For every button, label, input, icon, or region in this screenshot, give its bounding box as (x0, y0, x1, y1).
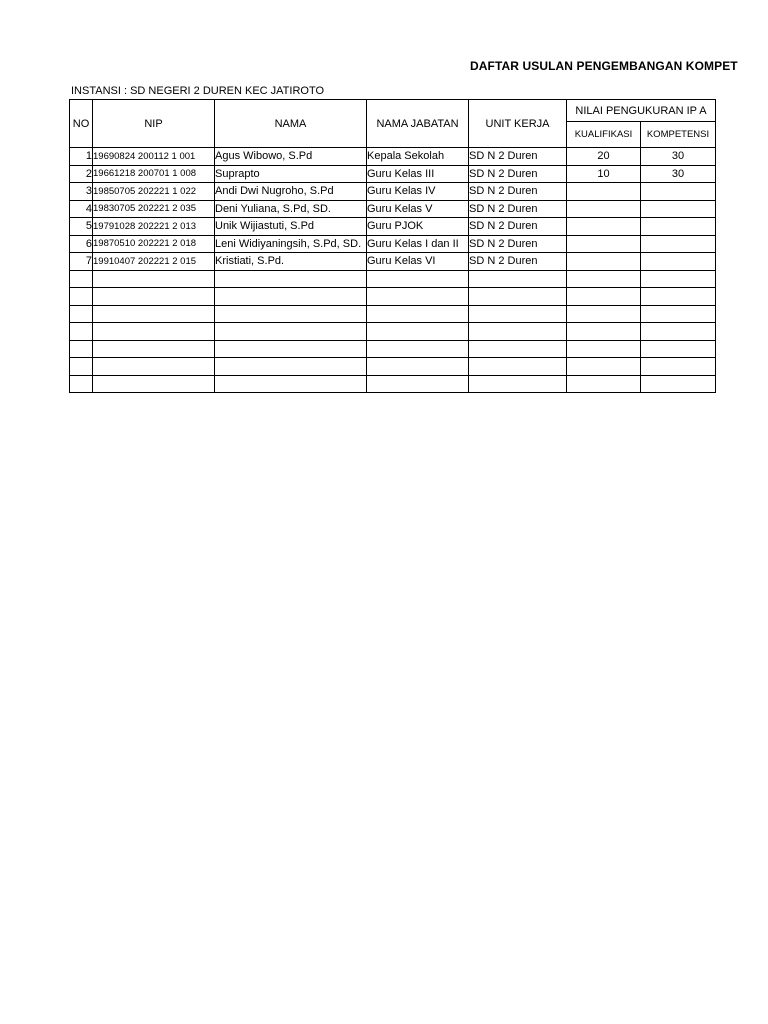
cell-kualifikasi[interactable] (567, 270, 641, 288)
cell-no[interactable] (70, 358, 93, 376)
cell-no[interactable]: 3 (70, 183, 93, 201)
cell-nama-jabatan[interactable]: Guru Kelas I dan II (367, 235, 469, 253)
cell-nama[interactable] (215, 358, 367, 376)
instansi-label: INSTANSI : SD NEGERI 2 DUREN KEC JATIROTO (71, 85, 325, 97)
cell-no[interactable] (70, 375, 93, 393)
header-unit-kerja: UNIT KERJA (469, 100, 567, 148)
cell-unit-kerja[interactable]: SD N 2 Duren (469, 183, 567, 201)
cell-nama[interactable] (215, 323, 367, 341)
table-row (70, 218, 716, 236)
cell-nama-jabatan[interactable] (367, 358, 469, 376)
cell-nama-jabatan[interactable]: Guru Kelas IV (367, 183, 469, 201)
cell-kompetensi[interactable]: 30 (641, 148, 716, 166)
cell-nama[interactable]: Unik Wijiastuti, S.Pd (215, 218, 367, 236)
cell-kualifikasi[interactable] (567, 218, 641, 236)
cell-no[interactable] (70, 305, 93, 323)
cell-unit-kerja[interactable]: SD N 2 Duren (469, 200, 567, 218)
cell-no[interactable] (70, 288, 93, 306)
cell-kualifikasi[interactable] (567, 358, 641, 376)
cell-kompetensi[interactable] (641, 253, 716, 271)
cell-kualifikasi[interactable] (567, 305, 641, 323)
cell-nama-jabatan[interactable] (367, 323, 469, 341)
cell-nama-jabatan[interactable]: Guru Kelas VI (367, 253, 469, 271)
cell-no[interactable] (70, 323, 93, 341)
header-no: NO (70, 100, 93, 148)
cell-no[interactable]: 7 (70, 253, 93, 271)
table-row (70, 340, 716, 358)
cell-nama-jabatan[interactable] (367, 305, 469, 323)
cell-nip[interactable] (93, 358, 215, 376)
table-row (70, 253, 716, 271)
cell-nip[interactable]: 19830705 202221 2 035 (93, 200, 215, 218)
cell-kualifikasi[interactable] (567, 323, 641, 341)
cell-kompetensi[interactable] (641, 305, 716, 323)
cell-nama-jabatan[interactable]: Guru Kelas V (367, 200, 469, 218)
cell-unit-kerja[interactable] (469, 270, 567, 288)
cell-nama-jabatan[interactable]: Guru PJOK (367, 218, 469, 236)
cell-nip[interactable] (93, 340, 215, 358)
cell-no[interactable]: 5 (70, 218, 93, 236)
cell-kompetensi[interactable] (641, 288, 716, 306)
data-table (69, 99, 716, 393)
cell-no[interactable]: 1 (70, 148, 93, 166)
cell-nama[interactable]: Agus Wibowo, S.Pd (215, 148, 367, 166)
cell-nama[interactable]: Andi Dwi Nugroho, S.Pd (215, 183, 367, 201)
header-nama-jabatan: NAMA JABATAN (367, 100, 469, 148)
cell-nama[interactable]: Deni Yuliana, S.Pd, SD. (215, 200, 367, 218)
header-nip: NIP (93, 100, 215, 148)
cell-kualifikasi[interactable] (567, 288, 641, 306)
cell-nama-jabatan[interactable] (367, 375, 469, 393)
cell-nip[interactable]: 19910407 202221 2 015 (93, 253, 215, 271)
cell-unit-kerja[interactable]: SD N 2 Duren (469, 165, 567, 183)
cell-kompetensi[interactable] (641, 235, 716, 253)
cell-nip[interactable]: 19850705 202221 1 022 (93, 183, 215, 201)
cell-nama[interactable] (215, 305, 367, 323)
table-row (70, 323, 716, 341)
cell-kualifikasi[interactable] (567, 200, 641, 218)
cell-nama[interactable]: Leni Widiyaningsih, S.Pd, SD. (215, 235, 367, 253)
table-body (70, 148, 716, 393)
cell-unit-kerja[interactable] (469, 358, 567, 376)
cell-unit-kerja[interactable] (469, 305, 567, 323)
table-row (70, 358, 716, 376)
cell-kompetensi[interactable] (641, 323, 716, 341)
cell-unit-kerja[interactable]: SD N 2 Duren (469, 235, 567, 253)
cell-kualifikasi[interactable] (567, 375, 641, 393)
cell-kualifikasi[interactable] (567, 340, 641, 358)
cell-nama-jabatan[interactable] (367, 288, 469, 306)
cell-nama[interactable] (215, 375, 367, 393)
cell-kompetensi[interactable] (641, 358, 716, 376)
cell-nip[interactable]: 19870510 202221 2 018 (93, 235, 215, 253)
cell-no[interactable]: 2 (70, 165, 93, 183)
cell-nama[interactable]: Suprapto (215, 165, 367, 183)
cell-nip[interactable]: 19661218 200701 1 008 (93, 165, 215, 183)
cell-unit-kerja[interactable] (469, 340, 567, 358)
cell-unit-kerja[interactable]: SD N 2 Duren (469, 218, 567, 236)
table-row (70, 288, 716, 306)
cell-unit-kerja[interactable] (469, 375, 567, 393)
table-row (70, 375, 716, 393)
cell-kompetensi[interactable] (641, 340, 716, 358)
table-row (70, 200, 716, 218)
document-title: DAFTAR USULAN PENGEMBANGAN KOMPET (470, 59, 738, 73)
table-row (70, 165, 716, 183)
cell-kualifikasi[interactable] (567, 235, 641, 253)
cell-nama[interactable]: Kristiati, S.Pd. (215, 253, 367, 271)
cell-kualifikasi[interactable]: 10 (567, 165, 641, 183)
table-row (70, 183, 716, 201)
cell-kompetensi[interactable] (641, 218, 716, 236)
cell-nip[interactable]: 19690824 200112 1 001 (93, 148, 215, 166)
header-nilai-pengukuran: NILAI PENGUKURAN IP A (567, 100, 716, 122)
cell-unit-kerja[interactable] (469, 323, 567, 341)
cell-no[interactable]: 6 (70, 235, 93, 253)
cell-nama-jabatan[interactable] (367, 340, 469, 358)
cell-nama[interactable] (215, 270, 367, 288)
cell-kualifikasi[interactable] (567, 183, 641, 201)
cell-kompetensi[interactable] (641, 183, 716, 201)
table-row (70, 305, 716, 323)
cell-no[interactable]: 4 (70, 200, 93, 218)
cell-no[interactable] (70, 270, 93, 288)
table-row (70, 235, 716, 253)
table-header (70, 100, 716, 148)
cell-nama-jabatan[interactable]: Guru Kelas III (367, 165, 469, 183)
header-kompetensi: KOMPETENSI (641, 122, 716, 148)
cell-nip[interactable] (93, 288, 215, 306)
cell-unit-kerja[interactable]: SD N 2 Duren (469, 253, 567, 271)
cell-kualifikasi[interactable] (567, 253, 641, 271)
cell-kompetensi[interactable]: 30 (641, 165, 716, 183)
cell-nip[interactable] (93, 323, 215, 341)
cell-nama-jabatan[interactable]: Kepala Sekolah (367, 148, 469, 166)
header-nama: NAMA (215, 100, 367, 148)
header-kualifikasi: KUALIFIKASI (567, 122, 641, 148)
table-row (70, 270, 716, 288)
cell-kompetensi[interactable] (641, 375, 716, 393)
cell-nama[interactable] (215, 288, 367, 306)
table-row (70, 148, 716, 166)
cell-nip[interactable]: 19791028 202221 2 013 (93, 218, 215, 236)
cell-kompetensi[interactable] (641, 270, 716, 288)
cell-nip[interactable] (93, 305, 215, 323)
cell-nip[interactable] (93, 375, 215, 393)
cell-kompetensi[interactable] (641, 200, 716, 218)
cell-kualifikasi[interactable]: 20 (567, 148, 641, 166)
cell-unit-kerja[interactable]: SD N 2 Duren (469, 148, 567, 166)
cell-no[interactable] (70, 340, 93, 358)
cell-nip[interactable] (93, 270, 215, 288)
cell-unit-kerja[interactable] (469, 288, 567, 306)
cell-nama-jabatan[interactable] (367, 270, 469, 288)
cell-nama[interactable] (215, 340, 367, 358)
